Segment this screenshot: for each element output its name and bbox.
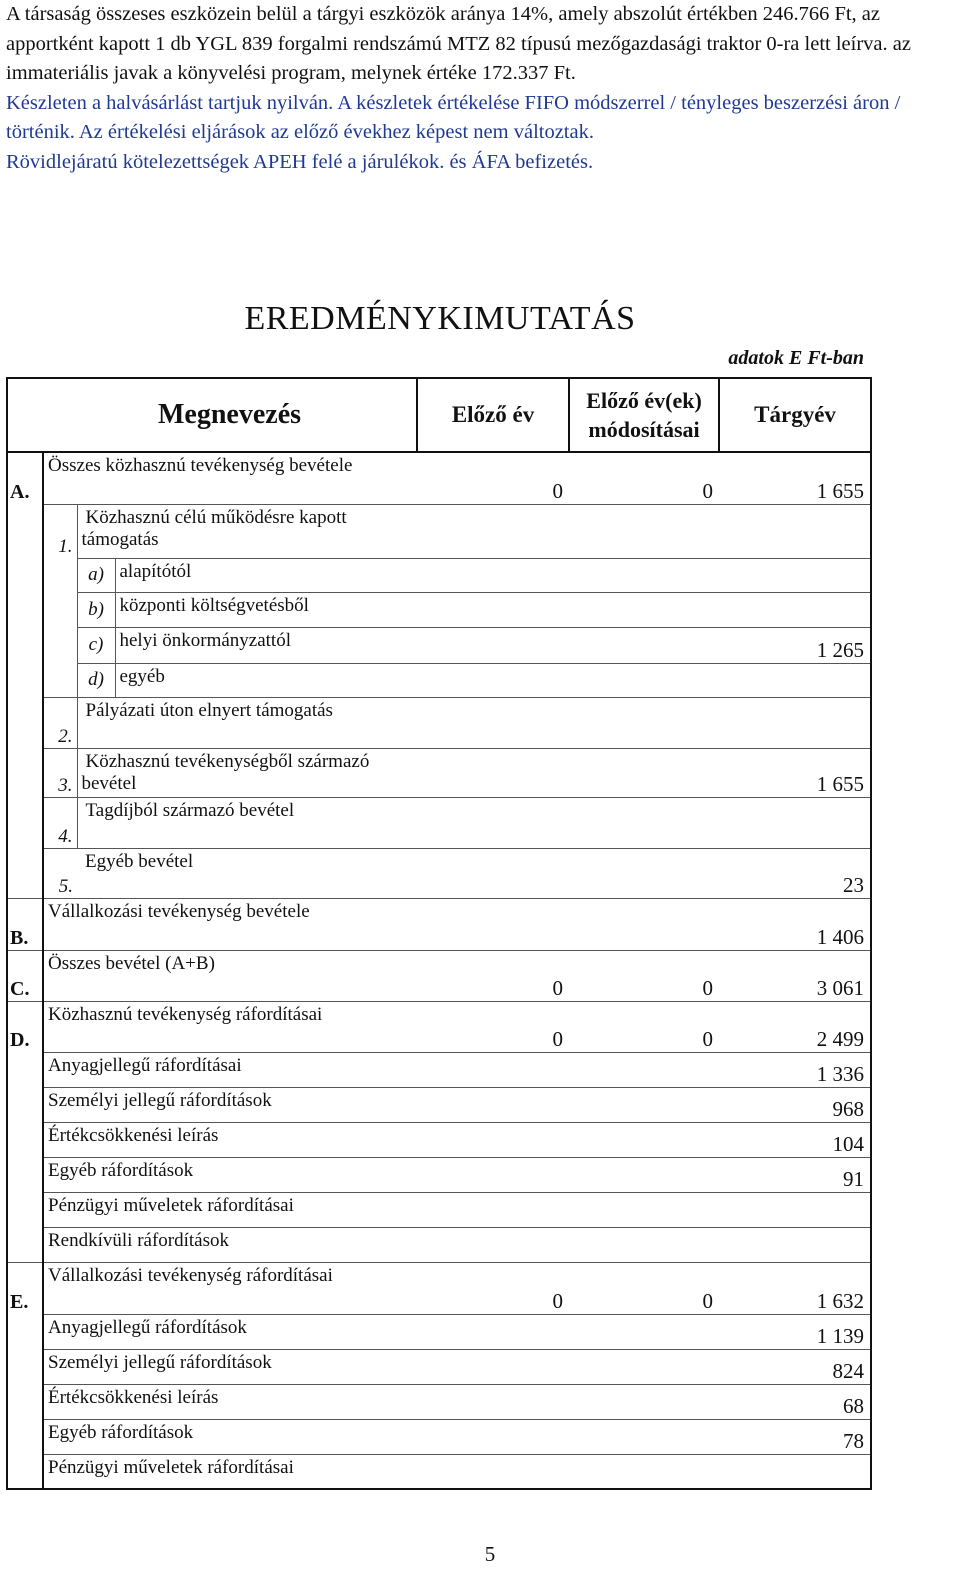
row-d: [7, 1001, 871, 1052]
intro-text: [6, 0, 956, 177]
row-a4: [7, 797, 871, 848]
row-a3: [7, 748, 871, 797]
row-index: 5.: [43, 848, 77, 898]
row-label: Összes bevétel (A+B): [43, 950, 417, 1001]
row-curr: 1 139: [719, 1314, 871, 1349]
intro-paragraph-inventory: Készleten a halvásárlást tartjuk nyilván. A készletek értékelése FIFO módszerrel / tényleges beszerzési áron / történik. Az értékelési eljárások az előző évekhez képest nem változtak.: [6, 91, 901, 143]
row-curr: 968: [719, 1087, 871, 1122]
row-label: Pályázati úton elnyert támogatás: [77, 697, 417, 748]
row-label: Értékcsökkenési leírás: [43, 1384, 417, 1419]
row-a1a: [7, 558, 871, 592]
row-d6: [7, 1227, 871, 1262]
intro-paragraph-liabilities: Rövidlejáratú kötelezettségek APEH felé a járulékok. és ÁFA befizetés.: [6, 150, 594, 173]
header-name: Megnevezés: [43, 378, 417, 452]
row-prev: 0: [552, 478, 564, 503]
header-mod-line1: Előző év(ek): [586, 388, 702, 413]
row-curr: 1 655: [719, 452, 871, 504]
row-label: Közhasznú tevékenység ráfordításai: [43, 1001, 417, 1052]
row-a1c: [7, 627, 871, 663]
row-label: Egyéb ráfordítások: [43, 1157, 417, 1192]
row-curr: 824: [719, 1349, 871, 1384]
row-index: 2.: [43, 697, 77, 748]
row-b: [7, 898, 871, 950]
row-label: Közhasznú tevékenységből származó bevétel: [77, 748, 417, 797]
row-curr: 23: [719, 848, 871, 898]
row-index: 1.: [43, 504, 77, 558]
row-letter: D.: [7, 1001, 43, 1052]
row-label: Egyéb ráfordítások: [43, 1419, 417, 1454]
row-label: helyi önkormányzattól: [115, 627, 417, 663]
row-label: Pénzügyi műveletek ráfordításai: [43, 1454, 417, 1489]
row-curr: 68: [719, 1384, 871, 1419]
row-e4: [7, 1419, 871, 1454]
row-prev: 0: [417, 950, 569, 1001]
header-mod-line2: módosításai: [588, 417, 700, 442]
row-label: Egyéb bevétel: [77, 848, 417, 898]
row-letter: E.: [7, 1262, 43, 1314]
page-number: 5: [484, 1542, 496, 1566]
row-label: Közhasznú célú működésre kapott támogatás: [77, 504, 417, 558]
row-sub: a): [77, 558, 115, 592]
row-curr: 1 406: [719, 898, 871, 950]
row-index: 3.: [43, 748, 77, 797]
row-e: [7, 1262, 871, 1314]
row-letter: B.: [7, 898, 43, 950]
row-label: Személyi jellegű ráfordítások: [43, 1349, 417, 1384]
row-d5: [7, 1192, 871, 1227]
row-curr: 91: [719, 1157, 871, 1192]
row-label: központi költségvetésből: [115, 592, 417, 627]
row-prev: 0: [417, 1262, 569, 1314]
row-curr: 2 499: [719, 1001, 871, 1052]
row-a2: [7, 697, 871, 748]
row-letter: C.: [7, 950, 43, 1001]
row-a1b: [7, 592, 871, 627]
row-label: egyéb: [115, 663, 417, 697]
row-mod: 0: [702, 478, 714, 503]
header-modifications: [569, 378, 719, 452]
row-a1: [7, 504, 871, 558]
row-label: Pénzügyi műveletek ráfordításai: [43, 1192, 417, 1227]
row-label: Értékcsökkenési leírás: [43, 1122, 417, 1157]
row-mod: 0: [569, 950, 719, 1001]
row-label: Vállalkozási tevékenység bevétele: [43, 898, 417, 950]
row-sub: d): [77, 663, 115, 697]
row-d4: [7, 1157, 871, 1192]
page-title: EREDMÉNYKIMUTATÁS: [244, 300, 636, 337]
row-label: Vállalkozási tevékenység ráfordításai: [43, 1262, 417, 1314]
row-curr: 1 336: [719, 1052, 871, 1087]
row-e2: [7, 1349, 871, 1384]
row-curr: 1 655: [719, 748, 871, 797]
row-c: [7, 950, 871, 1001]
units-note: adatok E Ft-ban: [728, 347, 864, 369]
row-label: alapítótól: [115, 558, 417, 592]
row-a1d: [7, 663, 871, 697]
row-e1: [7, 1314, 871, 1349]
row-label: Anyagjellegű ráfordítások: [43, 1314, 417, 1349]
row-sub: c): [77, 627, 115, 663]
row-a5: [7, 848, 871, 898]
row-label: Anyagjellegű ráfordításai: [43, 1052, 417, 1087]
row-d2: [7, 1087, 871, 1122]
row-d1: [7, 1052, 871, 1087]
header-row: [7, 378, 871, 452]
row-mod: 0: [569, 1262, 719, 1314]
row-label: Tagdíjból származó bevétel: [77, 797, 417, 848]
row-letter: A.: [7, 452, 43, 504]
row-a: [7, 452, 871, 504]
row-prev: 0: [417, 1001, 569, 1052]
row-e3: [7, 1384, 871, 1419]
row-mod: 0: [569, 1001, 719, 1052]
row-index: 4.: [43, 797, 77, 848]
row-sub: b): [77, 592, 115, 627]
row-curr: 78: [719, 1419, 871, 1454]
row-curr: 1 265: [719, 627, 871, 663]
row-label: Személyi jellegű ráfordítások: [43, 1087, 417, 1122]
row-e5: [7, 1454, 871, 1489]
row-curr: 1 632: [719, 1262, 871, 1314]
header-prev-year: Előző év: [417, 378, 569, 452]
row-d3: [7, 1122, 871, 1157]
income-statement-table: [6, 377, 872, 1490]
header-current-year: Tárgyév: [719, 378, 871, 452]
row-curr: 3 061: [719, 950, 871, 1001]
row-curr: 104: [719, 1122, 871, 1157]
row-label: Összes közhasznú tevékenység bevétele: [48, 455, 353, 476]
row-label: Rendkívüli ráfordítások: [43, 1227, 417, 1262]
intro-paragraph-assets: A társaság összeses eszközein belül a tárgyi eszközök aránya 14%, amely abszolút értékben 246.766 Ft, az apportként kapott 1 db YGL 839 forgalmi rendszámú MTZ 82 típusú mezőgazdasági traktor 0-ra lett leírva. az immateriális javak a könyvelési program, melynek értéke 172.337 Ft.: [6, 3, 911, 84]
